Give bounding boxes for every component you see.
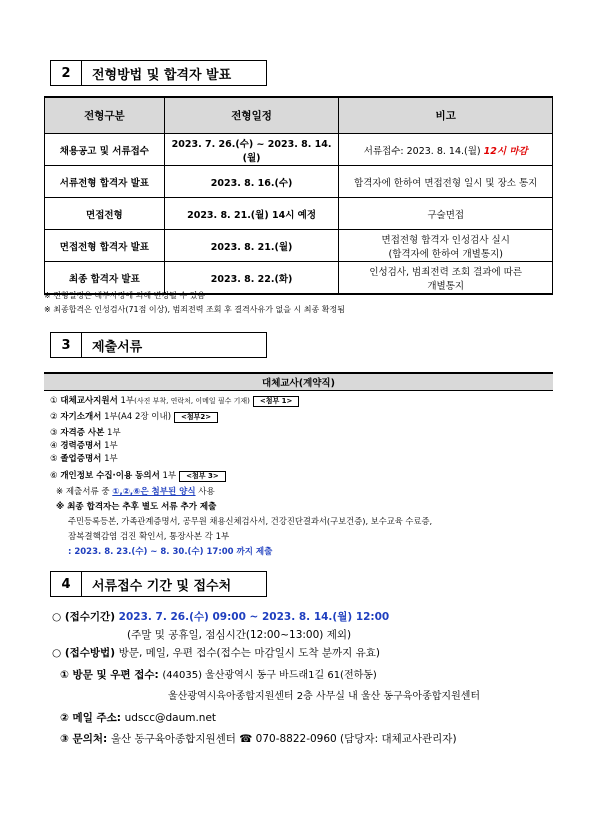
item-number: ② [50,412,58,422]
method-label: ○ (접수방법) [52,647,119,659]
item-number: ⑤ [50,454,58,464]
stage-cell: 채용공고 및 서류접수 [45,134,165,166]
period-label: ○ (접수기간) [52,611,119,623]
item-name: 경력증명서 [60,441,102,451]
item-number: ① [50,396,58,406]
attachment-tag: <첨부 1> [253,396,300,407]
item-name: 자기소개서 [60,412,102,422]
schedule-note: ※ 최종합격은 인성검사(71점 이상), 범죄전력 조회 후 결격사유가 없을 시 최종 확정됨 [44,305,345,314]
note-line: (합격자에 한하여 개별통지) [388,248,503,260]
stage-cell: 면접전형 합격자 발표 [45,230,165,262]
document-item [50,410,218,423]
item-count: 1부 [117,396,135,406]
submission-method [52,645,380,660]
item-name: 졸업증명서 [60,454,102,464]
section-number: 3 [50,332,82,358]
note-suffix: 사용 [195,487,215,497]
table-row [45,134,553,166]
attachment-forms-link[interactable]: ①,②,⑥은 첨부된 양식 [112,487,196,497]
contact-info [60,731,457,746]
section-title: 제출서류 [82,332,267,358]
note-cell [339,134,553,166]
document-item [50,469,226,482]
final-documents-list: 주민등록등본, 가족관계증명서, 공무원 채용신체검사서, 건강진단결과서(구보건증), 보수교육 수료증, [68,516,433,526]
stage-cell: 면접전형 [45,198,165,230]
table-row [45,230,553,262]
section-number: 4 [50,571,82,597]
period-value: 2023. 7. 26.(수) 09:00 ~ 2023. 8. 14.(월) 12:00 [118,611,390,623]
stage-cell: 최종 합격자 발표 [45,262,165,295]
item-name: 자격증 사본 [60,428,105,438]
email-value[interactable]: udscc@daum.net [124,712,217,724]
item-count: 1부 [101,412,118,422]
item-name: 대체교사지원서 [60,396,118,406]
method-value: 방문, 메일, 우편 접수(접수는 마감일시 도착 분까지 유효) [118,647,381,659]
email-label: ② 메일 주소: [60,712,125,724]
attachment-tag: <첨부 3> [179,471,226,482]
column-header: 전형구분 [45,97,165,134]
schedule-table [44,96,553,295]
date-cell: 2023. 8. 22.(화) [164,262,339,295]
submission-period [52,609,389,624]
final-documents-list: 잠복결핵감염 검진 확인서, 통장사본 각 1부 [68,532,230,542]
note-prefix: ※ 제출서류 중 [56,487,113,497]
email-address [60,710,216,725]
table-row [45,166,553,198]
note-cell: 합격자에 한하여 면접전형 일시 및 장소 통지 [339,166,553,198]
item-detail: (사진 부착, 연락처, 이메일 필수 기재) [134,397,250,405]
document-item [50,394,299,407]
category-bar: 대체교사(계약직) [44,372,553,391]
contact-value: 울산 동구육아종합지원센터 ☎ 070-8822-0960 (담당자: 대체교사관리자) [110,733,457,745]
section-title: 전형방법 및 합격자 발표 [82,60,267,86]
visit-label: ① 방문 및 우편 접수: [60,669,163,681]
section-title: 서류접수 기간 및 접수처 [82,571,267,597]
item-number: ④ [50,441,58,451]
attachment-tag: <첨부2> [174,412,218,423]
item-count: 1부 [104,428,121,438]
column-header: 비고 [339,97,553,134]
period-exclusions: (주말 및 공휴일, 점심시간(12:00~13:00) 제외) [127,629,352,641]
date-cell: 2023. 7. 26.(수) ~ 2023. 8. 14.(월) [164,134,339,166]
deadline-highlight: 12시 마감 [483,145,528,157]
item-number: ③ [50,428,58,438]
document-item [50,439,118,451]
note-line: 인성검사, 범죄전력 조회 결과에 따른 [369,266,523,278]
stage-cell: 서류전형 합격자 발표 [45,166,165,198]
note-line: 면접전형 합격자 인성검사 실시 [381,234,510,246]
date-cell: 2023. 8. 16.(수) [164,166,339,198]
document-item [50,426,121,438]
attachment-note [56,485,215,497]
section-4-header [50,571,267,597]
section-number: 2 [50,60,82,86]
document-item [50,452,118,464]
column-header: 전형일정 [164,97,339,134]
item-name: 개인정보 수집·이용 동의서 [60,471,160,481]
final-submission-deadline: : 2023. 8. 23.(수) ~ 8. 30.(수) 17:00 까지 제출 [68,547,273,557]
note-cell [339,262,553,295]
section-2-header [50,60,267,86]
item-count: 1부 [159,471,177,481]
note-text: 서류접수: 2023. 8. 14.(월) [363,145,484,157]
final-documents-note: ※ 최종 합격자는 추후 별도 서류 추가 제출 [56,502,217,512]
contact-label: ③ 문의처: [60,733,111,745]
note-cell: 구술면접 [339,198,553,230]
note-line: 개별통지 [427,280,465,292]
schedule-note: ※ 전형일정은 내부사정에 의해 변경될 수 있음 [44,291,206,300]
table-row [45,198,553,230]
date-cell: 2023. 8. 21.(월) [164,230,339,262]
item-number: ⑥ [50,471,58,481]
item-count: 1부 [101,454,118,464]
date-cell: 2023. 8. 21.(월) 14시 예정 [164,198,339,230]
item-count: 1부 [101,441,118,451]
visit-mail-address [60,666,377,682]
table-header-row [45,97,553,134]
note-cell [339,230,553,262]
visit-address-detail: 울산광역시육아종합지원센터 2층 사무실 내 울산 동구육아종합지원센터 [168,691,481,702]
section-3-header [50,332,267,358]
visit-address: (44035) 울산광역시 동구 바드래1길 61(전하동) [162,670,377,681]
item-detail: (A4 2장 이내) [117,412,172,422]
